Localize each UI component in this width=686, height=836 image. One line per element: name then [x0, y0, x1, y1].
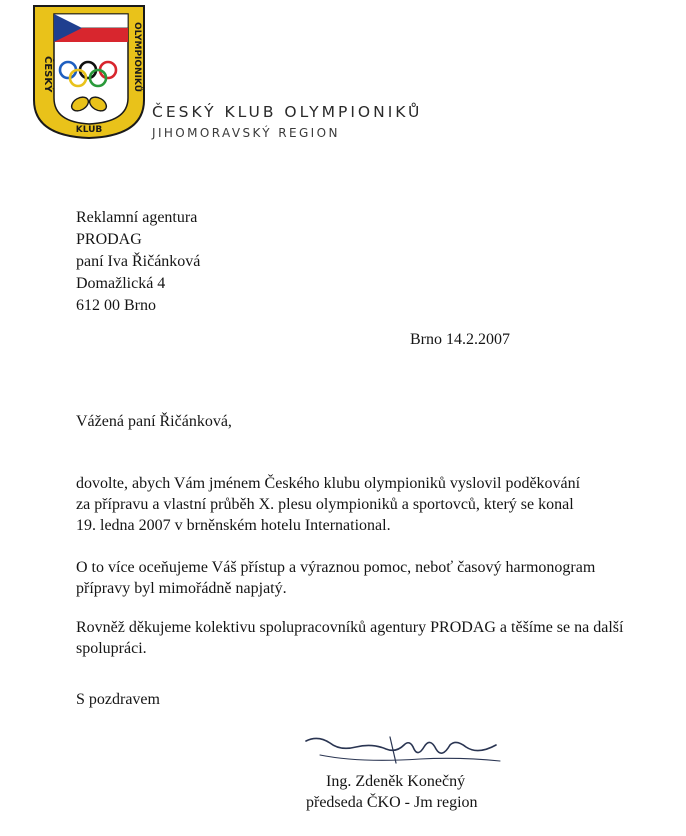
signer-role: předseda ČKO - Jm region — [306, 794, 478, 811]
address-line: PRODAG — [76, 231, 142, 248]
body-paragraph-3 — [76, 618, 676, 660]
recipient-address — [76, 208, 200, 318]
signer-name: Ing. Zdeněk Konečný — [326, 773, 466, 790]
address-line: paní Iva Řičánková — [76, 253, 201, 270]
address-line: Domažlická 4 — [76, 275, 166, 292]
logo-text-bottom: KLUB — [75, 125, 103, 135]
closing: S pozdravem — [76, 691, 160, 708]
paragraph-line: Rovněž děkujeme kolektivu spolupracovníků agentury PRODAG a těšíme se na další — [76, 619, 624, 636]
logo-text-left: ČESKÝ — [42, 56, 53, 93]
paragraph-line: 19. ledna 2007 v brněnském hotelu International. — [76, 517, 391, 534]
salutation: Vážená paní Řičánková, — [76, 413, 232, 430]
paragraph-line: spolupráci. — [76, 640, 147, 657]
letter-date: Brno 14.2.2007 — [410, 331, 510, 348]
paragraph-line: přípravy byl mimořádně napjatý. — [76, 580, 287, 597]
address-line: Reklamní agentura — [76, 209, 198, 226]
paragraph-line: dovolte, abych Vám jménem Českého klubu olympioniků vyslovil poděkování — [76, 475, 581, 492]
address-line: 612 00 Brno — [76, 297, 156, 314]
body-paragraph-2 — [76, 558, 676, 600]
paragraph-line: O to více oceňujeme Váš přístup a výraznou pomoc, neboť časový harmonogram — [76, 559, 596, 576]
organization-region: JIHOMORAVSKÝ REGION — [152, 126, 340, 140]
body-paragraph-1 — [76, 474, 676, 537]
logo-text-right: OLYMPIONIKŮ — [132, 22, 142, 93]
handwritten-signature — [300, 733, 510, 773]
organization-name: ČESKÝ KLUB OLYMPIONIKŮ — [152, 103, 423, 121]
olympic-club-logo — [28, 4, 150, 140]
paragraph-line: za přípravu a vlastní průběh X. plesu olympioniků a sportovců, který se konal — [76, 496, 574, 513]
